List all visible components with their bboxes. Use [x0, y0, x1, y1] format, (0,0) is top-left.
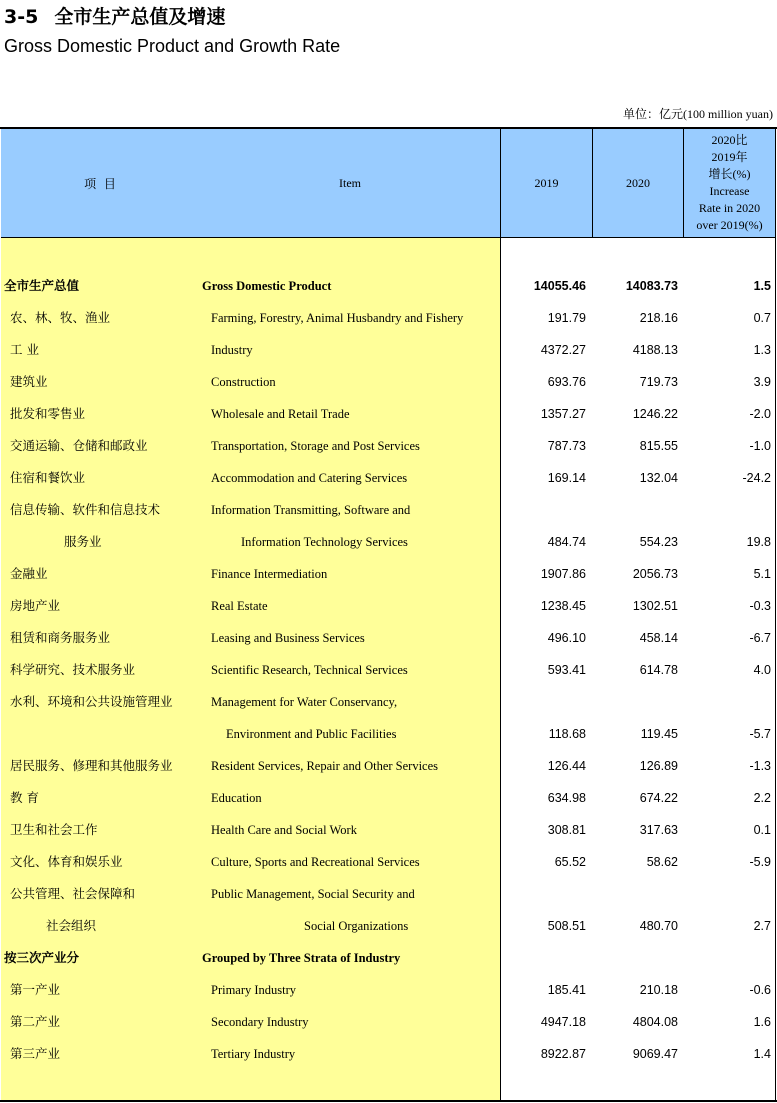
growth-rate: 2.2	[753, 791, 771, 805]
value-2019: 4372.27	[540, 343, 586, 357]
table-row	[0, 654, 777, 686]
growth-rate: -2.0	[749, 407, 771, 421]
table-row	[0, 750, 777, 782]
row-label-en: Primary Industry	[211, 983, 297, 997]
value-2019: 1907.86	[540, 567, 586, 581]
table-row	[0, 686, 777, 718]
row-label-en: Finance Intermediation	[211, 567, 328, 581]
header-divider	[1, 237, 775, 238]
row-label-cn: 公共管理、社会保障和	[10, 886, 136, 901]
row-label-cn: 房地产业	[10, 598, 61, 613]
growth-rate: 5.1	[753, 567, 771, 581]
value-2020: 554.23	[639, 535, 678, 549]
header-2020: 2020	[626, 175, 650, 190]
row-label-cn: 按三次产业分	[4, 950, 80, 965]
growth-rate: -1.0	[749, 439, 771, 453]
header-rate-line: Increase	[709, 184, 750, 198]
row-label-cn: 服务业	[64, 534, 102, 549]
growth-rate: 0.1	[753, 823, 771, 837]
value-2019: 185.41	[547, 983, 586, 997]
table-row	[0, 526, 777, 558]
header-rate-line: Rate in 2020	[698, 201, 761, 215]
table-row	[0, 398, 777, 430]
row-label-en: Farming, Forestry, Animal Husbandry and Fishery	[211, 311, 464, 325]
value-2019: 4947.18	[540, 1015, 586, 1029]
row-label-cn: 社会组织	[46, 918, 97, 933]
row-label-en: Health Care and Social Work	[211, 823, 357, 837]
growth-rate: 1.3	[753, 343, 771, 357]
table-row	[0, 910, 777, 942]
header-growth-rate	[684, 129, 775, 237]
row-label-cn: 金融业	[10, 566, 48, 581]
value-2020: 119.45	[640, 727, 678, 741]
value-2019: 8922.87	[540, 1047, 586, 1061]
row-label-en: Scientific Research, Technical Services	[211, 663, 408, 677]
value-2019: 508.51	[547, 919, 586, 933]
growth-rate: -5.7	[749, 727, 771, 741]
row-label-cn: 第二产业	[10, 1014, 61, 1029]
unit-label: 单位：亿元(100 million yuan)	[623, 107, 773, 121]
table-row	[0, 942, 777, 974]
value-2019: 14055.46	[533, 279, 586, 293]
value-2019: 1357.27	[540, 407, 586, 421]
value-2019: 787.73	[547, 439, 586, 453]
table-row	[0, 782, 777, 814]
value-2020: 4804.08	[632, 1015, 678, 1029]
value-2020: 14083.73	[625, 279, 678, 293]
table-row	[0, 270, 777, 302]
table-row	[0, 1006, 777, 1038]
table-title-chinese: 全市生产总值及增速	[54, 6, 226, 28]
value-2020: 480.70	[639, 919, 678, 933]
value-2020: 126.89	[639, 759, 678, 773]
value-2020: 815.55	[639, 439, 678, 453]
table-row	[0, 846, 777, 878]
table-row	[0, 558, 777, 590]
growth-rate: -0.6	[749, 983, 771, 997]
header-item-en: Item	[339, 175, 361, 190]
row-label-en: Environment and Public Facilities	[226, 727, 397, 741]
value-2020: 719.73	[639, 375, 678, 389]
table-row	[0, 302, 777, 334]
row-label-en: Information Technology Services	[241, 535, 408, 549]
row-label-cn: 交通运输、仓储和邮政业	[10, 438, 148, 453]
growth-rate: 1.5	[753, 279, 771, 293]
table-row	[0, 462, 777, 494]
row-label-en: Education	[211, 791, 262, 805]
growth-rate: -1.3	[749, 759, 771, 773]
value-2019: 496.10	[547, 631, 586, 645]
row-label-cn: 工 业	[10, 342, 39, 357]
row-label-cn: 全市生产总值	[4, 278, 80, 293]
value-2019: 118.68	[548, 727, 586, 741]
value-2019: 484.74	[547, 535, 586, 549]
row-label-cn: 文化、体育和娱乐业	[10, 854, 123, 869]
table-row	[0, 590, 777, 622]
header-rate-line: 2020比	[711, 133, 748, 147]
row-label-en: Real Estate	[211, 599, 268, 613]
row-label-en: Culture, Sports and Recreational Services	[211, 855, 420, 869]
row-label-en: Wholesale and Retail Trade	[211, 407, 350, 421]
row-label-en: Secondary Industry	[211, 1015, 309, 1029]
value-2019: 126.44	[547, 759, 586, 773]
row-label-en: Social Organizations	[304, 919, 409, 933]
row-label-cn: 教 育	[10, 790, 39, 805]
row-label-cn: 建筑业	[10, 374, 48, 389]
value-2020: 2056.73	[632, 567, 678, 581]
row-label-en: Construction	[211, 375, 276, 389]
row-label-cn: 信息传输、软件和信息技术	[10, 502, 161, 517]
header-item-cn: 项 目	[84, 176, 118, 191]
row-label-cn: 卫生和社会工作	[10, 822, 98, 837]
table-row	[0, 366, 777, 398]
growth-rate: -0.3	[749, 599, 771, 613]
growth-rate: -24.2	[742, 471, 771, 485]
row-label-cn: 农、林、牧、渔业	[10, 310, 111, 325]
gdp-table	[0, 127, 777, 1103]
value-2020: 218.16	[639, 311, 678, 325]
table-row	[0, 878, 777, 910]
value-2020: 132.04	[639, 471, 678, 485]
value-2020: 674.22	[639, 791, 678, 805]
value-2019: 191.79	[547, 311, 586, 325]
value-2020: 58.62	[646, 855, 678, 869]
table-title-cn	[4, 2, 225, 29]
row-label-en: Accommodation and Catering Services	[211, 471, 408, 485]
value-2019: 65.52	[554, 855, 586, 869]
table-row	[0, 334, 777, 366]
value-2020: 317.63	[639, 823, 678, 837]
value-2020: 210.18	[639, 983, 678, 997]
table-row	[0, 1038, 777, 1070]
value-2020: 614.78	[639, 663, 678, 677]
growth-rate: 1.4	[753, 1047, 771, 1061]
row-label-en: Grouped by Three Strata of Industry	[202, 951, 401, 965]
row-label-cn: 租赁和商务服务业	[10, 630, 111, 645]
table-row	[0, 718, 777, 750]
row-label-en: Industry	[211, 343, 253, 357]
value-2020: 1302.51	[632, 599, 678, 613]
growth-rate: 0.7	[753, 311, 771, 325]
header-rate-line: 增长(%)	[708, 167, 751, 181]
row-label-en: Resident Services, Repair and Other Services	[211, 759, 439, 773]
value-2019: 693.76	[547, 375, 586, 389]
row-label-en: Gross Domestic Product	[202, 279, 332, 293]
growth-rate: -6.7	[749, 631, 771, 645]
row-label-en: Transportation, Storage and Post Services	[211, 439, 420, 453]
growth-rate: 2.7	[753, 919, 771, 933]
row-label-cn: 住宿和餐饮业	[10, 470, 86, 485]
row-label-en: Information Transmitting, Software and	[211, 503, 411, 517]
row-label-cn: 批发和零售业	[10, 406, 86, 421]
value-2020: 1246.22	[632, 407, 678, 421]
row-label-cn: 居民服务、修理和其他服务业	[10, 758, 173, 773]
row-label-cn: 第三产业	[10, 1046, 61, 1061]
growth-rate: 19.8	[746, 535, 771, 549]
row-label-en: Tertiary Industry	[211, 1047, 296, 1061]
row-label-cn: 水利、环境和公共设施管理业	[10, 694, 173, 709]
table-row	[0, 494, 777, 526]
value-2020: 4188.13	[632, 343, 678, 357]
header-2019: 2019	[534, 175, 559, 190]
row-label-en: Management for Water Conservancy,	[211, 695, 398, 709]
growth-rate: -5.9	[749, 855, 771, 869]
growth-rate: 4.0	[753, 663, 771, 677]
table-number: 3-5	[4, 6, 39, 28]
value-2019: 169.14	[547, 471, 586, 485]
header-rate-line: 2019年	[711, 150, 748, 164]
row-label-en: Public Management, Social Security and	[211, 887, 415, 901]
value-2019: 634.98	[547, 791, 586, 805]
table-bottom-rule	[0, 1100, 777, 1102]
row-label-en: Leasing and Business Services	[211, 631, 365, 645]
value-2019: 593.41	[547, 663, 586, 677]
table-row	[0, 974, 777, 1006]
row-label-cn: 第一产业	[10, 982, 61, 997]
value-2019: 1238.45	[540, 599, 586, 613]
value-2020: 458.14	[639, 631, 678, 645]
value-2020: 9069.47	[632, 1047, 678, 1061]
table-title-en: Gross Domestic Product and Growth Rate	[4, 36, 341, 56]
table-row	[0, 622, 777, 654]
row-label-cn: 科学研究、技术服务业	[10, 662, 136, 677]
table-row	[0, 430, 777, 462]
growth-rate: 1.6	[753, 1015, 771, 1029]
table-row	[0, 814, 777, 846]
value-2019: 308.81	[547, 823, 586, 837]
header-rate-line: over 2019(%)	[696, 218, 763, 232]
growth-rate: 3.9	[753, 375, 771, 389]
